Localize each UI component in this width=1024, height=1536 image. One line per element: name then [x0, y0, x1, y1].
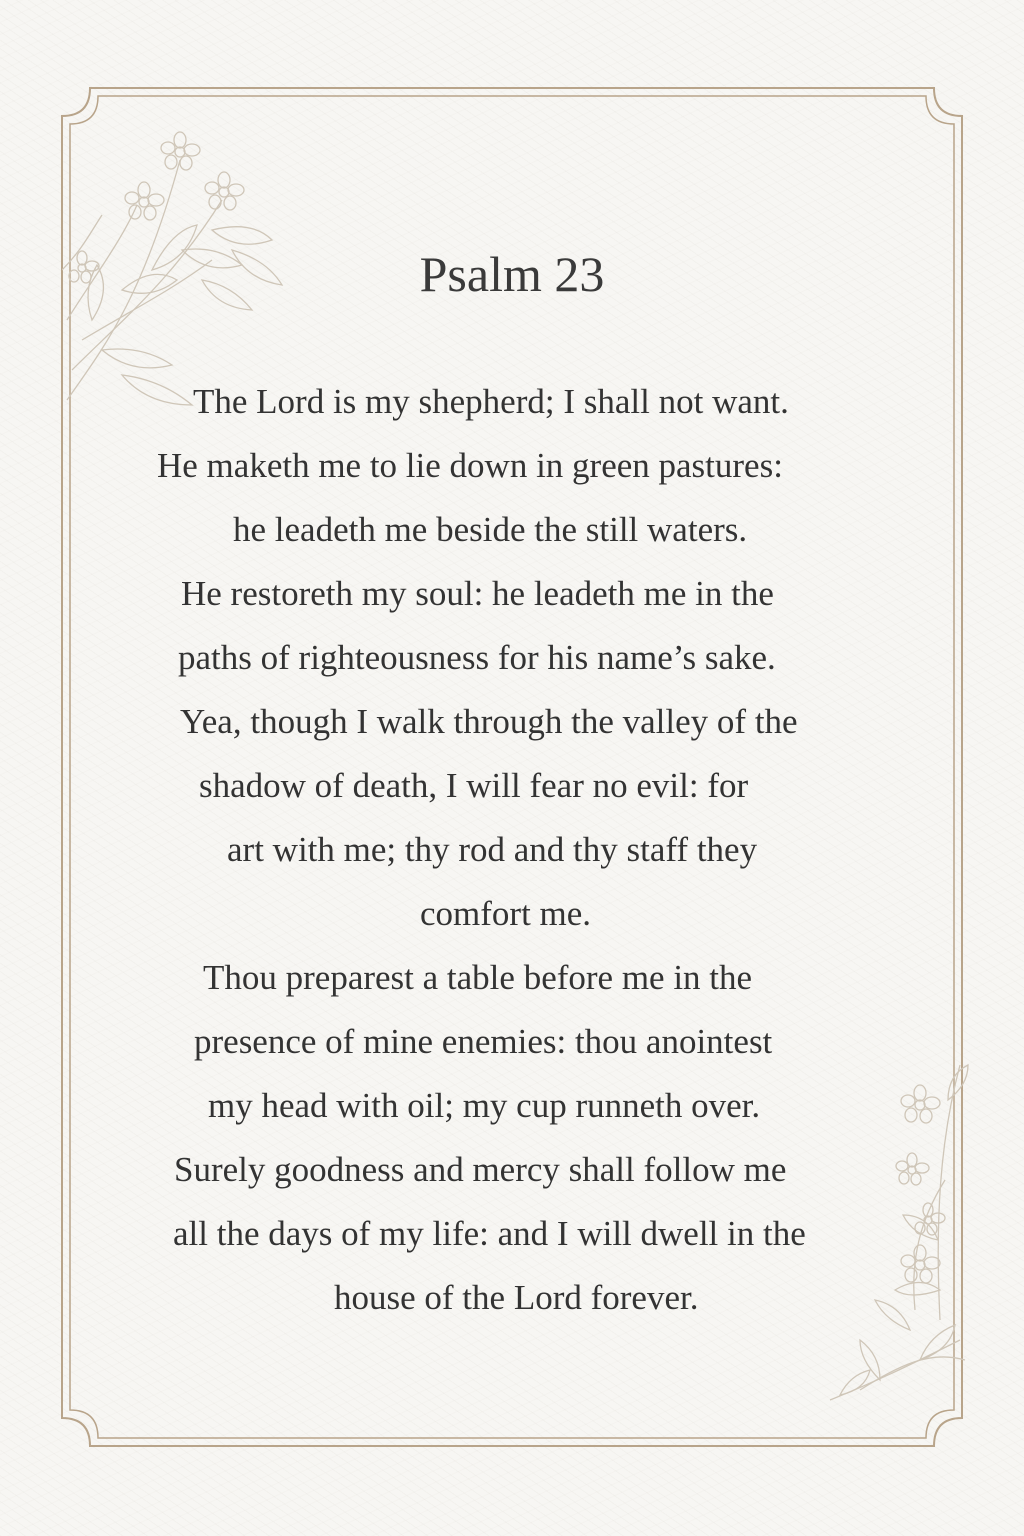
- verse-line: all the days of my life: and I will dwell in the: [173, 1214, 806, 1253]
- verse-line: shadow of death, I will fear no evil: for: [199, 766, 749, 805]
- verse-line: house of the Lord forever.: [334, 1278, 699, 1317]
- verse-line: art with me; thy rod and thy staff they: [227, 830, 758, 869]
- flower-2: [125, 182, 164, 220]
- flower-1: [161, 132, 200, 170]
- verse-line: He maketh me to lie down in green pastures:: [157, 446, 783, 485]
- verse-line: he leadeth me beside the still waters.: [233, 510, 748, 549]
- flower-6: [896, 1153, 929, 1185]
- flower-3: [205, 172, 244, 210]
- verse-line: my head with oil; my cup runneth over.: [208, 1086, 761, 1125]
- verse-line: He restoreth my soul: he leadeth me in the: [181, 574, 774, 613]
- floral-decoration-bottom-right: [820, 1060, 970, 1410]
- flower-7: [901, 1245, 940, 1283]
- page-title: Psalm 23: [419, 246, 605, 302]
- flower-5: [901, 1085, 940, 1123]
- verse-line: The Lord is my shepherd; I shall not want.: [193, 382, 789, 421]
- verse-line: Thou preparest a table before me in the: [203, 958, 753, 997]
- flower-8: [915, 1203, 945, 1235]
- verse-line: Yea, though I walk through the valley of the: [180, 702, 798, 741]
- verse-line: presence of mine enemies: thou anointest: [194, 1022, 773, 1061]
- verse-line: paths of righteousness for his name’s sake.: [178, 638, 776, 677]
- verse-line: Surely goodness and mercy shall follow me: [174, 1150, 787, 1189]
- verse-line: comfort me.: [420, 894, 592, 933]
